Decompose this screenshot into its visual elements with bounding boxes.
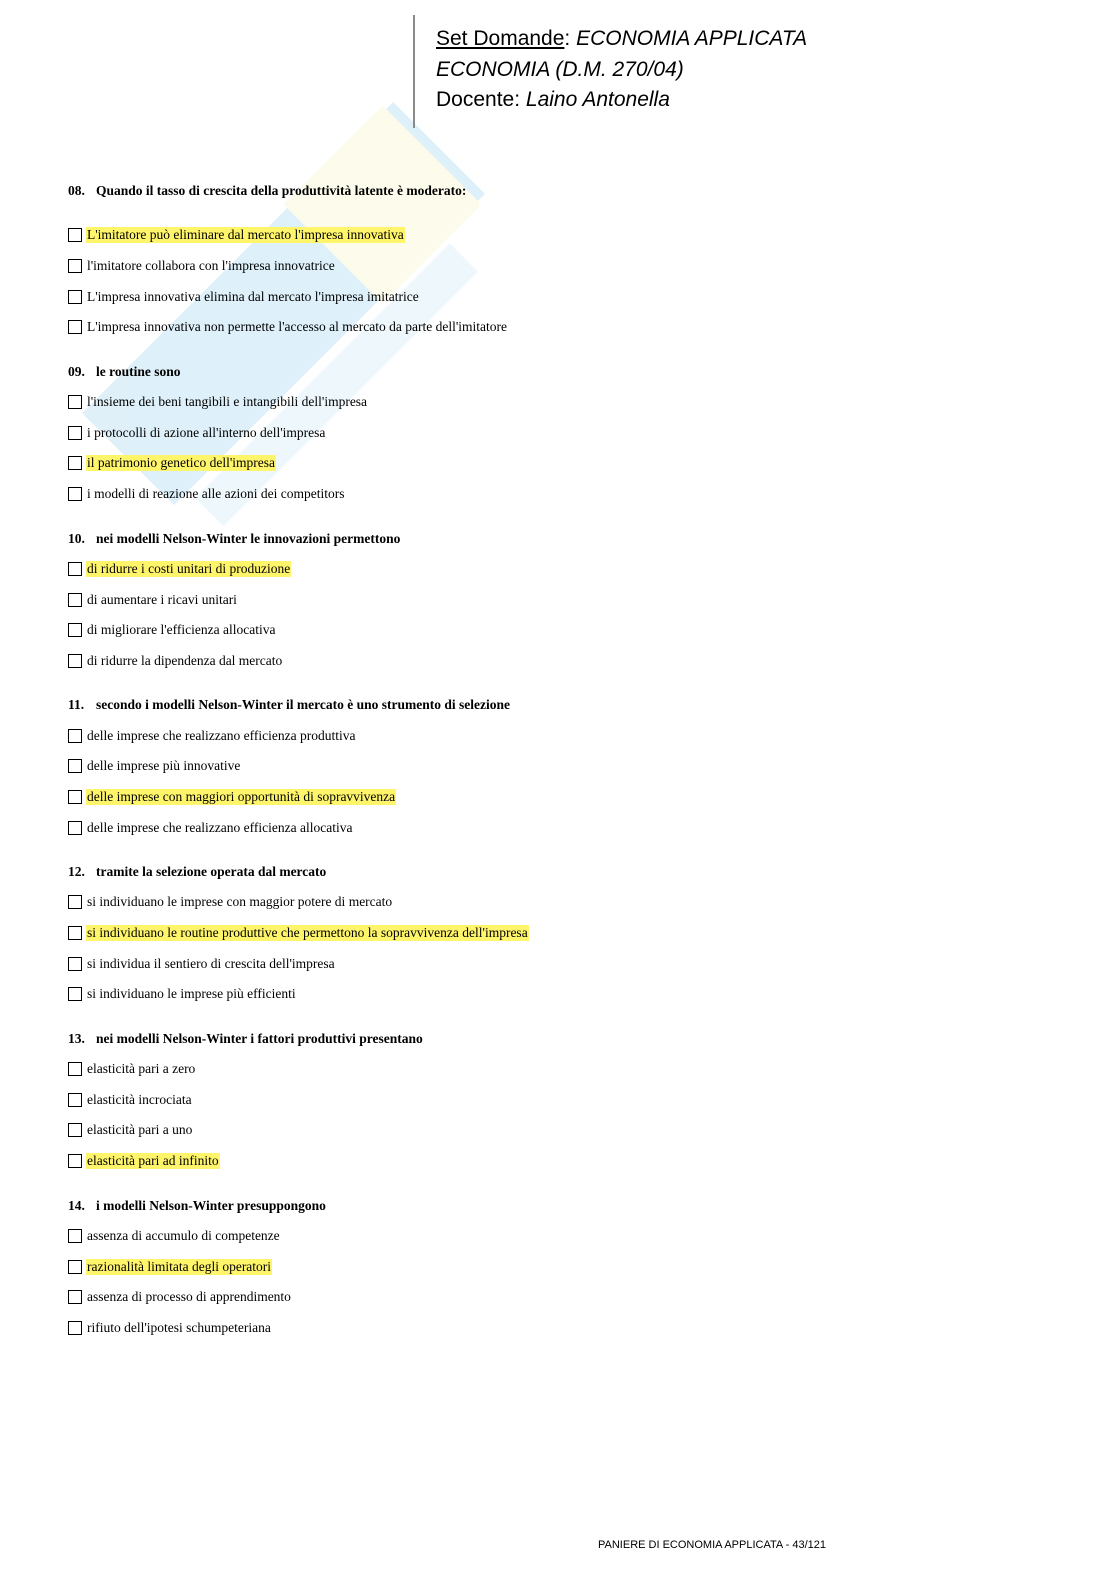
- answer-text-highlighted: L'imitatore può eliminare dal mercato l'impresa innovativa: [87, 227, 404, 243]
- answer-checkbox[interactable]: [68, 426, 82, 440]
- answer-option: [68, 1282, 968, 1313]
- docente-line: [436, 85, 807, 116]
- answer-checkbox[interactable]: [68, 790, 82, 804]
- question-block: [68, 1024, 968, 1177]
- answer-text: di aumentare i ricavi unitari: [87, 591, 237, 607]
- answer-text-highlighted: elasticità pari ad infinito: [87, 1153, 219, 1169]
- answer-checkbox[interactable]: [68, 623, 82, 637]
- answer-text: rifiuto dell'ipotesi schumpeteriana: [87, 1319, 271, 1335]
- question-title: [68, 176, 968, 206]
- question-number: 13.: [68, 1030, 85, 1046]
- question-number: 10.: [68, 530, 85, 546]
- answer-option: [68, 1313, 968, 1344]
- answer-option: [68, 1251, 968, 1282]
- answer-option: [68, 220, 968, 251]
- question-text: tramite la selezione operata dal mercato: [96, 864, 327, 879]
- question-title: [68, 357, 968, 387]
- answer-checkbox[interactable]: [68, 487, 82, 501]
- question-title: [68, 1024, 968, 1054]
- answer-text-highlighted: si individuano le routine produttive che permettono la sopravvivenza dell'impresa: [87, 925, 528, 941]
- answer-text: i modelli di reazione alle azioni dei competitors: [87, 486, 345, 502]
- answer-option: [68, 1115, 968, 1146]
- answer-option: [68, 417, 968, 448]
- answer-text: si individua il sentiero di crescita dell'impresa: [87, 955, 335, 971]
- answer-checkbox[interactable]: [68, 1290, 82, 1304]
- answer-option: [68, 251, 968, 282]
- question-title: [68, 524, 968, 554]
- answer-option: [68, 720, 968, 751]
- answer-option: [68, 554, 968, 585]
- set-separator: :: [564, 27, 577, 50]
- answer-checkbox[interactable]: [68, 290, 82, 304]
- question-text: nei modelli Nelson-Winter i fattori produttivi presentano: [96, 1030, 423, 1046]
- answer-checkbox[interactable]: [68, 259, 82, 273]
- answer-text: elasticità pari a zero: [87, 1061, 196, 1077]
- answer-option: [68, 584, 968, 615]
- answer-text-highlighted: delle imprese con maggiori opportunità di sopravvivenza: [87, 788, 396, 804]
- answer-checkbox[interactable]: [68, 957, 82, 971]
- answer-checkbox[interactable]: [68, 1260, 82, 1274]
- answer-text: elasticità incrociata: [87, 1091, 192, 1107]
- answer-checkbox[interactable]: [68, 654, 82, 668]
- question-text: Quando il tasso di crescita della produttività latente è moderato:: [96, 183, 467, 198]
- answer-text: L'impresa innovativa elimina dal mercato l'impresa imitatrice: [87, 288, 419, 304]
- answer-option: [68, 887, 968, 918]
- answer-option: [68, 782, 968, 813]
- answer-option: [68, 615, 968, 646]
- answer-checkbox[interactable]: [68, 1123, 82, 1137]
- answer-checkbox[interactable]: [68, 729, 82, 743]
- answer-text: elasticità pari a uno: [87, 1122, 193, 1138]
- answer-checkbox[interactable]: [68, 895, 82, 909]
- question-title: [68, 1191, 968, 1221]
- answer-text: si individuano le imprese con maggior potere di mercato: [87, 894, 393, 910]
- question-title: [68, 857, 968, 887]
- header-divider: [413, 15, 415, 128]
- answer-option: [68, 448, 968, 479]
- question-number: 08.: [68, 183, 85, 198]
- answer-checkbox[interactable]: [68, 456, 82, 470]
- answer-text: delle imprese che realizzano efficienza allocativa: [87, 819, 353, 835]
- answer-text: assenza di accumulo di competenze: [87, 1227, 280, 1243]
- question-text: nei modelli Nelson-Winter le innovazioni permettono: [96, 530, 401, 546]
- question-number: 12.: [68, 864, 85, 879]
- answer-checkbox[interactable]: [68, 228, 82, 242]
- answer-text: si individuano le imprese più efficienti: [87, 986, 296, 1002]
- answer-text: di ridurre la dipendenza dal mercato: [87, 652, 283, 668]
- answer-option: [68, 1084, 968, 1115]
- answer-checkbox[interactable]: [68, 987, 82, 1001]
- degree-line: ECONOMIA (D.M. 270/04): [436, 57, 684, 81]
- answer-text: i protocolli di azione all'interno dell'impresa: [87, 424, 326, 440]
- answer-option: [68, 918, 968, 949]
- answer-option: [68, 479, 968, 510]
- answer-checkbox[interactable]: [68, 821, 82, 835]
- answer-text: di migliorare l'efficienza allocativa: [87, 622, 276, 638]
- question-list: [68, 176, 968, 1357]
- answer-text: delle imprese che realizzano efficienza produttiva: [87, 727, 356, 743]
- answer-option: [68, 948, 968, 979]
- answer-option: [68, 751, 968, 782]
- answer-option: [68, 979, 968, 1010]
- answer-checkbox[interactable]: [68, 1154, 82, 1168]
- answer-checkbox[interactable]: [68, 759, 82, 773]
- answer-option: [68, 281, 968, 312]
- question-block: [68, 1191, 968, 1344]
- question-text: i modelli Nelson-Winter presuppongono: [96, 1197, 326, 1213]
- docente-name: Laino Antonella: [525, 88, 670, 111]
- question-block: [68, 857, 968, 1010]
- answer-checkbox[interactable]: [68, 1093, 82, 1107]
- question-number: 11.: [68, 697, 85, 713]
- answer-checkbox[interactable]: [68, 1229, 82, 1243]
- answer-checkbox[interactable]: [68, 1062, 82, 1076]
- answer-option: [68, 387, 968, 418]
- answer-checkbox[interactable]: [68, 1321, 82, 1335]
- question-title: [68, 690, 968, 720]
- answer-text: L'impresa innovativa non permette l'accesso al mercato da parte dell'imitatore: [87, 319, 508, 335]
- question-number: 14.: [68, 1197, 85, 1213]
- answer-text-highlighted: razionalità limitata degli operatori: [87, 1258, 272, 1274]
- answer-option: [68, 646, 968, 677]
- question-block: [68, 690, 968, 843]
- answer-text: l'insieme dei beni tangibili e intangibili dell'impresa: [87, 394, 368, 410]
- answer-checkbox[interactable]: [68, 593, 82, 607]
- answer-option: [68, 812, 968, 843]
- answer-option: [68, 1054, 968, 1085]
- answer-text: assenza di processo di apprendimento: [87, 1289, 291, 1305]
- document-header: [436, 24, 807, 116]
- docente-label: Docente:: [436, 88, 526, 111]
- question-number: 09.: [68, 363, 85, 379]
- set-label: Set Domande: [436, 27, 565, 50]
- answer-text: delle imprese più innovative: [87, 758, 241, 774]
- course-name: ECONOMIA APPLICATA: [576, 27, 808, 50]
- answer-option: [68, 1146, 968, 1177]
- answer-text-highlighted: di ridurre i costi unitari di produzione: [87, 560, 291, 576]
- answer-text-highlighted: il patrimonio genetico dell'impresa: [87, 455, 276, 471]
- answer-option: [68, 312, 968, 343]
- question-text: le routine sono: [96, 363, 181, 379]
- answer-option: [68, 1221, 968, 1252]
- question-block: [68, 357, 968, 510]
- question-block: [68, 176, 968, 343]
- set-line: [436, 24, 807, 55]
- answer-text: l'imitatore collabora con l'impresa innovatrice: [87, 258, 335, 274]
- answer-checkbox[interactable]: [68, 926, 82, 940]
- answer-checkbox[interactable]: [68, 562, 82, 576]
- question-text: secondo i modelli Nelson-Winter il mercato è uno strumento di selezione: [96, 697, 510, 713]
- page-footer: PANIERE DI ECONOMIA APPLICATA - 43/121: [598, 1539, 827, 1551]
- question-block: [68, 524, 968, 677]
- answer-checkbox[interactable]: [68, 320, 82, 334]
- answer-checkbox[interactable]: [68, 395, 82, 409]
